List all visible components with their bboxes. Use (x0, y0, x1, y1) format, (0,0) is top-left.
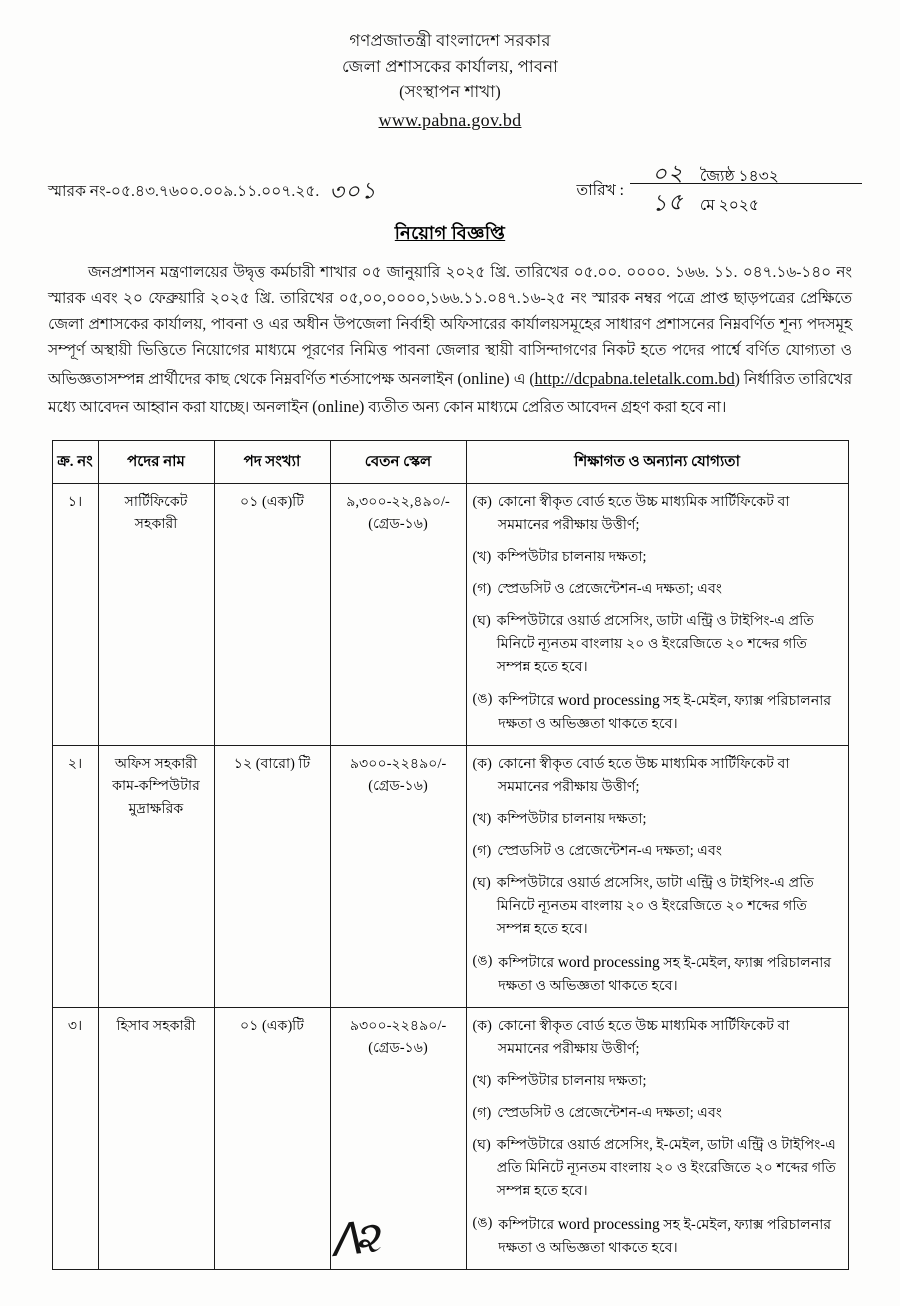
cell-pay-scale (330, 745, 466, 1007)
qualification-item (473, 1134, 842, 1203)
qualification-item (473, 753, 842, 799)
office-website[interactable]: www.pabna.gov.bd (378, 109, 522, 130)
cell-serial: ২। (52, 745, 98, 1007)
qualification-marker: (ঙ) (472, 690, 493, 707)
qualification-text: কম্পিউটার চালনায় দক্ষতা; (497, 548, 647, 565)
qualification-latin-term: word processing (557, 1215, 660, 1233)
date-bangla-row (630, 155, 862, 188)
qualification-item (473, 546, 842, 569)
date-bangla-month-year: জ্যৈষ্ঠ ১৪৩২ (699, 167, 779, 185)
pay-grade: (গ্রেড-১৬) (368, 1040, 428, 1057)
header-post-count: পদ সংখ্যা (214, 440, 330, 483)
date-block (576, 155, 862, 217)
cell-post-name: সার্টিফিকেট সহকারী (98, 483, 214, 745)
pay-scale-amount: ৯৩০০-২২৪৯০/- (349, 1017, 447, 1034)
date-english-month-year: মে ২০২৫ (699, 196, 759, 214)
date-english-day: ১৫ (651, 188, 685, 217)
pay-scale-amount: ৯৩০০-২২৪৯০/- (349, 755, 447, 772)
qualification-marker: (গ) (472, 1104, 492, 1121)
qualification-marker: (ক) (472, 1017, 492, 1034)
qualification-text: স্প্রেডসিট ও প্রেজেন্টেশন-এ দক্ষতা; এবং (497, 1104, 722, 1121)
cell-post-count: ১২ (বারো) টি (214, 745, 330, 1007)
government-name: গণপ্রজাতন্ত্রী বাংলাদেশ সরকার (349, 31, 551, 50)
cell-qualification (466, 483, 848, 745)
office-name: জেলা প্রশাসকের কার্যালয়, পাবনা (341, 56, 559, 76)
qualification-marker: (গ) (472, 580, 492, 597)
table-header (52, 440, 848, 483)
memo-number-value: ০৫.৪৩.৭৬০০.০০৯.১১.০০৭.২৫. (110, 182, 320, 200)
application-url[interactable]: http://dcpabna.teletalk.com.bd (534, 368, 735, 388)
qualification-marker: (ঘ) (472, 612, 491, 629)
date-english-row (630, 184, 862, 217)
qualification-list (473, 491, 842, 736)
intro-paragraph (48, 260, 852, 422)
date-bangla-day: ০২ (651, 159, 685, 188)
page-title: নিয়োগ বিজ্ঞপ্তি (394, 222, 506, 243)
table-row (52, 745, 848, 1007)
qualification-item (473, 1070, 842, 1093)
cell-post-count: ০১ (এক)টি (214, 1007, 330, 1269)
memo-handwritten-serial: ৩০১ (328, 177, 378, 206)
online-word-second: (online) (312, 397, 365, 417)
date-label: তারিখ : (576, 182, 624, 200)
table-body (52, 483, 848, 1269)
qualification-text: কম্পিউটারে ওয়ার্ড প্রসেসিং, ডাটা এন্ট্রি ও টাইপিং-এ প্রতি মিনিটে ন্যূনতম বাংলায় ২০ ও ইংরেজিতে ২০ শব্দের গতি সম্পন্ন হতে হবে। (496, 612, 814, 675)
memo-and-date-row (0, 155, 900, 217)
qualification-item (473, 491, 842, 537)
qualification-text: কম্পিউটারে ওয়ার্ড প্রসেসিং, ই-মেইল, ডাটা এন্ট্রি ও টাইপিং-এ প্রতি মিনিটে ন্যূনতম বাংলায় ২০ ও ইংরেজিতে ২০ শব্দের গতি সম্পন্ন হতে হবে। (496, 1136, 836, 1199)
memo-label: স্মারক নং- (48, 182, 111, 200)
qualification-marker: (ঙ) (472, 952, 493, 969)
table-header-row (52, 440, 848, 483)
qualification-text: কম্পিউটার চালনায় দক্ষতা; (497, 810, 647, 827)
pay-grade: (গ্রেড-১৬) (368, 516, 428, 533)
qualification-text: কম্পিটারে word processing সহ ই-মেইল, ফ্যাক্স পরিচালনার দক্ষতা ও অভিজ্ঞতা থাকতে হবে। (498, 953, 832, 994)
qualification-item (473, 610, 842, 679)
branch-name: (সংস্থাপন শাখা) (399, 82, 501, 102)
intro-after-online: এ ( (509, 370, 535, 388)
header-serial: ক্র. নং (52, 440, 98, 483)
intro-tail-text: ব্যতীত অন্য কোন মাধ্যমে প্রেরিত আবেদন গ্রহণ করা হবে না। (364, 399, 727, 417)
intro-after-url: ) নির্ধারিত তারিখের মধ্যে আবেদন আহ্বান করা যাচ্ছে। অনলাইন (48, 370, 852, 417)
cell-pay-scale (330, 483, 466, 745)
qualification-item (473, 950, 842, 998)
intro-body-text: জনপ্রশাসন মন্ত্রণালয়ের উদ্বৃত্ত কর্মচারী শাখার ০৫ জানুয়ারি ২০২৫ খ্রি. তারিখের ০৫.০০. ০০০০. ১৬৬. ১১. ০৪৭.১৬-১৪০ নং স্মারক এবং ২০ ফেব্রুয়ারি ২০২৫ খ্রি. তারিখের ০৫,০০,০০০০,১৬৬.১১.০৪৭.১৬-২৫ নং স্মারক নম্বর পত্রে প্রাপ্ত ছাড়পত্রের প্রেক্ষিতে জেলা প্রশাসকের কার্যালয়, পাবনা ও এর অধীন উপজেলা নির্বাহী অফিসারের কার্যালয়সমূহের সাধারণ প্রশাসনের নিম্নবর্ণিত শূন্য পদসমূহ সম্পূর্ণ অস্থায়ী ভিত্তিতে নিয়োগের মাধ্যমে পূরণের নিমিত্ত পাবনা জেলার স্থায়ী বাসিন্দাগণের নিকট হতে পদের পার্শ্বে বর্ণিত যোগ্যতা ও অভিজ্ঞতাসম্পন্ন প্রার্থীদের কাছ থেকে নিম্নবর্ণিত শর্তসাপেক্ষ অনলাইন (48, 263, 852, 388)
date-fraction (630, 155, 862, 217)
qualification-latin-term: word processing (557, 691, 660, 709)
qualification-marker: (খ) (472, 1072, 492, 1089)
qualification-item (473, 840, 842, 863)
cell-serial: ১। (52, 483, 98, 745)
qualification-item (473, 688, 842, 736)
qualification-text: কম্পিউটারে ওয়ার্ড প্রসেসিং, ডাটা এন্ট্রি ও টাইপিং-এ প্রতি মিনিটে ন্যূনতম বাংলায় ২০ ও ইংরেজিতে ২০ শব্দের গতি সম্পন্ন হতে হবে। (496, 874, 814, 937)
qualification-text: কম্পিউটার চালনায় দক্ষতা; (497, 1072, 647, 1089)
qualification-text: কম্পিটারে word processing সহ ই-মেইল, ফ্যাক্স পরিচালনার দক্ষতা ও অভিজ্ঞতা থাকতে হবে। (498, 1215, 832, 1256)
pay-grade: (গ্রেড-১৬) (368, 778, 428, 795)
pay-scale-amount: ৯,৩০০-২২,৪৯০/- (346, 493, 450, 510)
cell-post-name: হিসাব সহকারী (98, 1007, 214, 1269)
header-qualification: শিক্ষাগত ও অন্যান্য যোগ্যতা (466, 440, 848, 483)
qualification-item (473, 808, 842, 831)
cell-post-count: ০১ (এক)টি (214, 483, 330, 745)
qualification-text: কোনো স্বীকৃত বোর্ড হতে উচ্চ মাধ্যমিক সার্টিফিকেট বা সমমানের পরীক্ষায় উত্তীর্ণ; (497, 1017, 790, 1057)
qualification-text: কোনো স্বীকৃত বোর্ড হতে উচ্চ মাধ্যমিক সার্টিফিকেট বা সমমানের পরীক্ষায় উত্তীর্ণ; (497, 493, 790, 533)
qualification-marker: (ঙ) (472, 1214, 493, 1231)
qualification-item (473, 872, 842, 941)
qualification-marker: (খ) (472, 548, 492, 565)
qualification-item (473, 1102, 842, 1125)
qualification-marker: (ক) (472, 755, 492, 772)
qualification-latin-term: word processing (557, 953, 660, 971)
qualification-text: কোনো স্বীকৃত বোর্ড হতে উচ্চ মাধ্যমিক সার্টিফিকেট বা সমমানের পরীক্ষায় উত্তীর্ণ; (497, 755, 790, 795)
online-word-first: (online) (457, 368, 510, 388)
qualification-marker: (গ) (472, 842, 492, 859)
qualification-item (473, 578, 842, 601)
qualification-marker: (ঘ) (472, 1136, 491, 1153)
handwritten-signature: ᐱ૨ (327, 1211, 377, 1268)
memo-number (48, 173, 377, 212)
header-pay-scale: বেতন স্কেল (330, 440, 466, 483)
header-post-name: পদের নাম (98, 440, 214, 483)
vacancy-table (52, 440, 849, 1270)
qualification-marker: (ক) (472, 493, 492, 510)
qualification-item (473, 1015, 842, 1061)
letterhead (0, 0, 900, 135)
table-row (52, 483, 848, 745)
cell-qualification (466, 745, 848, 1007)
qualification-marker: (ঘ) (472, 874, 491, 891)
qualification-text: স্প্রেডসিট ও প্রেজেন্টেশন-এ দক্ষতা; এবং (497, 580, 722, 597)
qualification-list (473, 753, 842, 998)
cell-post-name: অফিস সহকারী কাম-কম্পিউটার মুদ্রাক্ষরিক (98, 745, 214, 1007)
signature-area (327, 1211, 530, 1284)
qualification-text: স্প্রেডসিট ও প্রেজেন্টেশন-এ দক্ষতা; এবং (497, 842, 722, 859)
qualification-marker: (খ) (472, 810, 492, 827)
cell-serial: ৩। (52, 1007, 98, 1269)
qualification-text: কম্পিটারে word processing সহ ই-মেইল, ফ্যাক্স পরিচালনার দক্ষতা ও অভিজ্ঞতা থাকতে হবে। (498, 691, 832, 732)
